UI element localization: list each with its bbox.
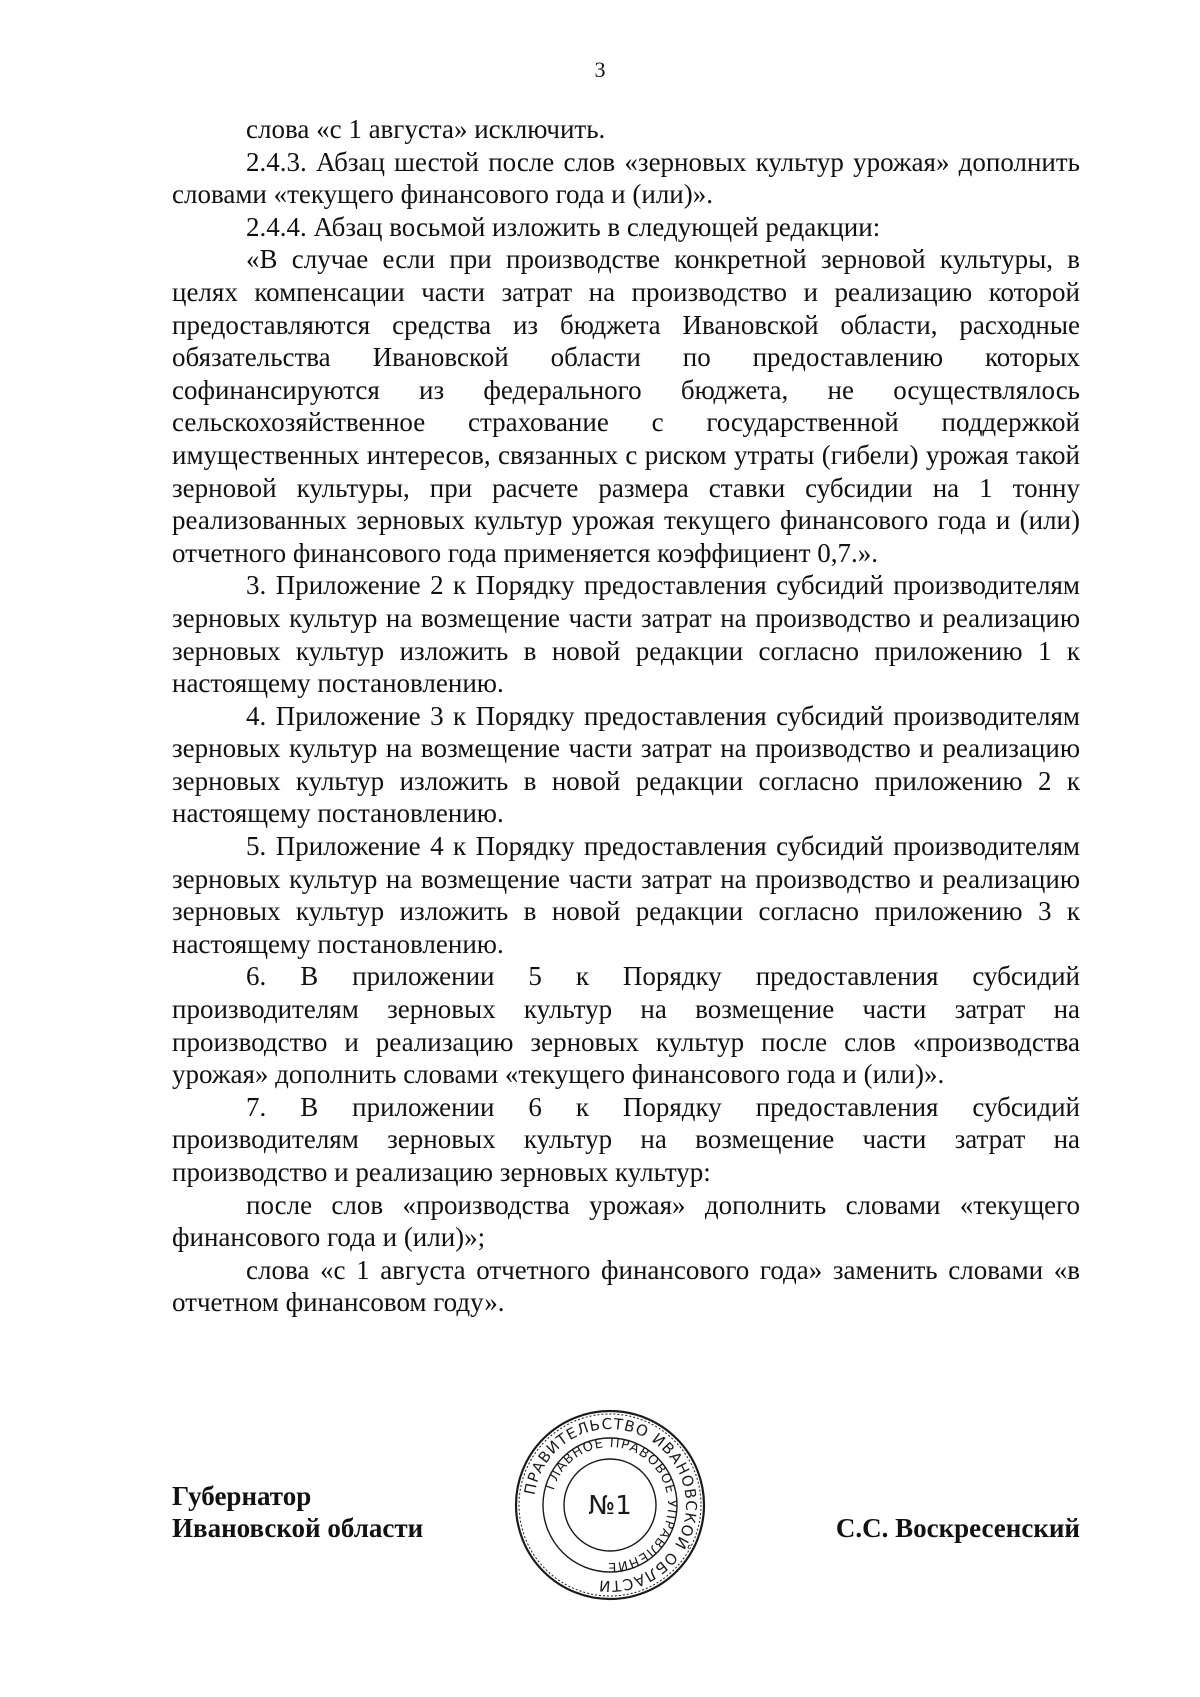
paragraph-7: 5. Приложение 4 к Порядку предоставления субсидий производителям зерновых культур на возмещение части затрат на производство и реализацию зерновых культур изложить в новой редакции согласно приложению 3 к настоящему постановлению. <box>172 831 1080 959</box>
paragraph-8: 6. В приложении 5 к Порядку предоставления субсидий производителям зерновых культур на возмещение части затрат на производство и реализацию зерновых культур после слов «производства урожая» дополнить словами «текущего финансового года и (или)». <box>172 961 1080 1090</box>
signatory-title-line-2: Ивановской области <box>172 1513 424 1543</box>
signatory-name: С.С. Воскресенский <box>835 1513 1080 1543</box>
seal-inner-text: ГЛАВНОЕ ПРАВОВОЕ УПРАВЛЕНИЕ <box>543 1435 680 1575</box>
paragraph-10: после слов «производства урожая» дополнить словами «текущего финансового года и (или)»; <box>172 1189 1080 1253</box>
paragraph-4: «В случае если при производстве конкретной зерновой культуры, в целях компенсации части затрат на производство и реализацию которой предоставляются средства из бюджета Ивановской области, расходные обязательства Ивановской области по предоставлению которых софинансируются из федерального бюджета, не осуществлялось сельскохозяйственное страхование с государственной поддержкой имущественных интересов, связанных с риском утраты (гибели) урожая такой зерновой культуры, при расчете размера ставки субсидии на 1 тонну реализованных зерновых культур урожая текущего финансового года и (или) отчетного финансового года применяется коэффициент 0,7.». <box>172 244 1080 568</box>
seal-outer-text: ПРАВИТЕЛЬСТВО ИВАНОВСКОЙ ОБЛАСТИ <box>520 1414 701 1596</box>
paragraph-9: 7. В приложении 6 к Порядку предоставления субсидий производителям зерновых культур на возмещение части затрат на производство и реализацию зерновых культур: <box>172 1091 1080 1187</box>
paragraph-6: 4. Приложение 3 к Порядку предоставления субсидий производителям зерновых культур на возмещение части затрат на производство и реализацию зерновых культур изложить в новой редакции согласно приложению 2 к настоящему постановлению. <box>172 700 1080 829</box>
signature-block <box>172 1480 1080 1600</box>
paragraph-2: 2.4.3. Абзац шестой после слов «зерновых культур урожая» дополнить словами «текущего финансового года и (или)». <box>172 146 1080 210</box>
document-body <box>172 113 1080 1319</box>
signatory-title-line-1: Губернатор <box>172 1481 312 1511</box>
page-number: 3 <box>594 57 606 82</box>
paragraph-1: слова «с 1 августа» исключить. <box>246 114 606 144</box>
seal-number: №1 <box>588 1491 632 1521</box>
paragraph-11: слова «с 1 августа отчетного финансового года» заменить словами «в отчетном финансовом году». <box>172 1254 1080 1318</box>
signatory-title <box>172 1480 423 1544</box>
paragraph-5: 3. Приложение 2 к Порядку предоставления субсидий производителям зерновых культур на возмещение части затрат на производство и реализацию зерновых культур изложить в новой редакции согласно приложению 1 к настоящему постановлению. <box>172 570 1080 699</box>
paragraph-3: 2.4.4. Абзац восьмой изложить в следующей редакции: <box>246 211 881 242</box>
